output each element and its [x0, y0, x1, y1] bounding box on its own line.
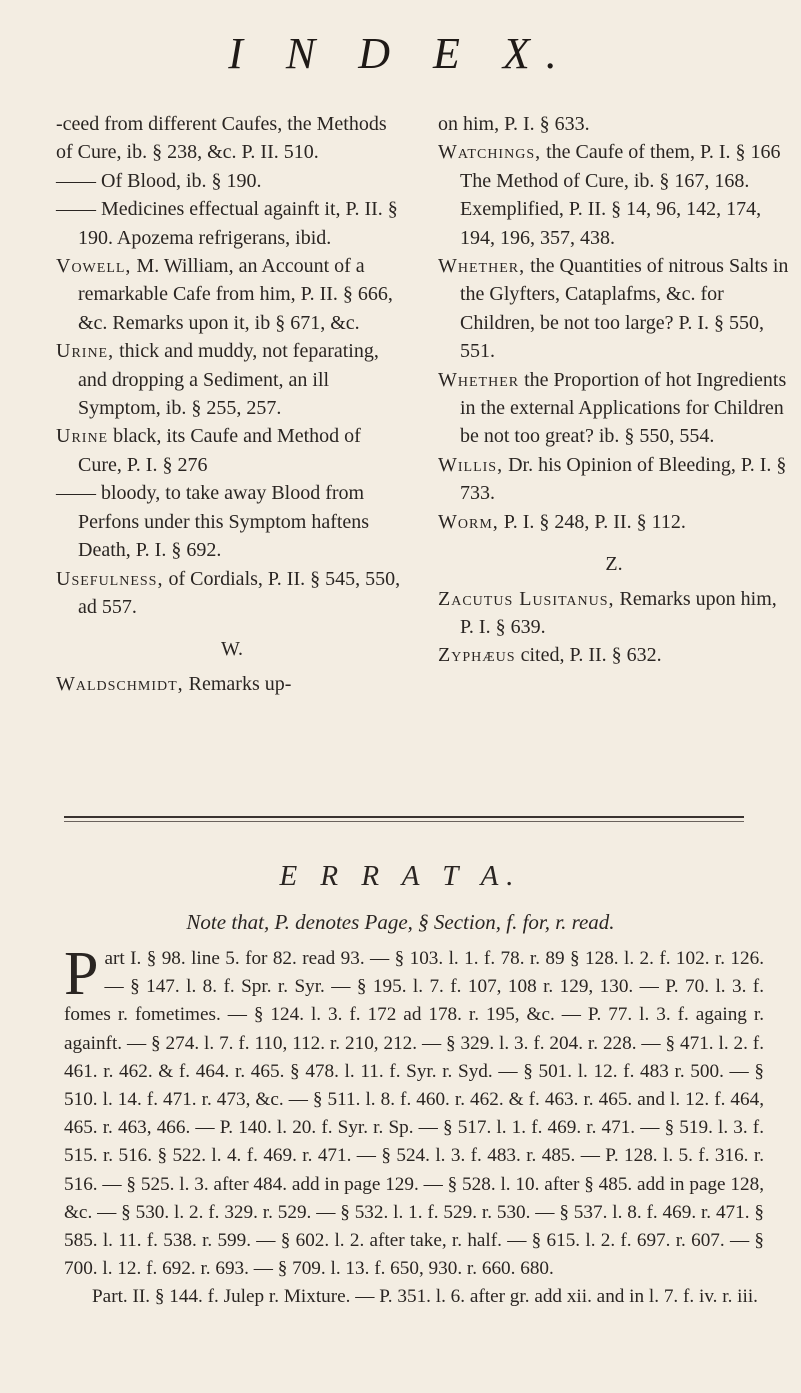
- index-entry-text: Remarks up-: [183, 672, 292, 695]
- index-entry: [438, 110, 790, 138]
- index-entry: [56, 337, 408, 422]
- index-entry-text: on him, P. I. § 633.: [438, 113, 590, 135]
- index-entry: [56, 479, 408, 564]
- index-entry-text: P. I. § 248, P. II. § 112.: [498, 510, 686, 533]
- index-entry-headword: Worm,: [438, 510, 499, 533]
- errata-title: E R R A T A.: [279, 860, 522, 892]
- index-entry-text: thick and muddy, not feparating, and dropping a Sediment, an ill Symptom, ib. § 255, 257.: [78, 340, 379, 420]
- index-entry-headword: Whether: [438, 368, 520, 391]
- divider-rule: [64, 816, 744, 818]
- divider-rule-thin: [64, 821, 744, 822]
- index-entry-text: black, its Caufe and Method of Cure, P. I. § 276: [78, 425, 361, 476]
- index-entry-headword: Willis,: [438, 453, 504, 476]
- errata-part-two: Part. II. § 144. f. Julep r. Mixture. — P. 351. l. 6. after gr. add xii. and in l. 7. f. iv. r. iii.: [92, 1286, 758, 1308]
- index-entry: [56, 195, 408, 252]
- errata-paragraph: [64, 940, 764, 1283]
- index-entry-text: —— Of Blood, ib. § 190.: [56, 169, 262, 192]
- index-entry-headword: Waldschmidt,: [56, 672, 184, 695]
- errata-body: [64, 940, 764, 1312]
- index-entry: [56, 422, 408, 479]
- index-entry: [56, 110, 408, 167]
- index-entry-headword: Whether,: [438, 255, 526, 278]
- index-entry: [438, 451, 790, 508]
- index-entry: [438, 366, 790, 451]
- index-entry: [438, 585, 790, 642]
- index-entry-text: cited, P. II. § 632.: [515, 644, 662, 667]
- page-header: I N D E X.: [228, 29, 573, 78]
- index-column-right: [438, 110, 790, 670]
- errata-text: art I. § 98. line 5. for 82. read 93. — § 103. l. 1. f. 78. r. 89 § 128. l. 2. f. 102. r. 126. — § 147. l. 8. f. Spr. r. Syr. — § 195. l. 7. f. 107, 108 r. 129, 130. — P. 70. l. 3. f. fomes r. fometimes. — § 124. l. 3. f. 172 ad 178. r. 195, &c. — P. 77. l. 3. f. againg r. againft. — § 274. l. 7. f. 110, 112. r. 210, 212. — § 329. l. 3. f. 204. r. 228. — § 471. l. 2. f. 461. r. 462. & f. 464. r. 465. § 478. l. 11. f. Syr. r. Syd. — § 501. l. 12. f. 483 r. 500. — § 510. l. 14. f. 471. r. 473, &c. — § 511. l. 8. f. 460. r. 462. & f. 463. r. 465. and l. 12. f. 464, 465. r. 463, 466. — P. 140. l. 20. f. Syr. r. Sp. — § 517. l. 1. f. 469. r. 471. — § 519. l. 3. f. 515. r. 516. § 522. l. 4. f. 469. r. 471. — § 524. l. 3. f. 483. r. 485. — P. 128. l. 5. f. 316. r. 516. — § 525. l. 3. after 484. add in page 129. — § 528. l. 10. after § 485. add in page 128, &c. — § 530. l. 2. f. 329. r. 529. — § 532. l. 1. f. 529. r. 530. — § 537. l. 8. f. 469. r. 471. § 585. l. 11. f. 538. r. 599. — § 602. l. 2. after take, r. half. — § 615. l. 2. f. 697. r. 607. — § 700. l. 12. f. 692. r. 693. — § 709. l. 13. f. 650, 930. r. 660. 680.: [64, 948, 764, 1280]
- index-entry-headword: Vowell,: [56, 255, 132, 278]
- index-entry-text: —— Medicines effectual againft it, P. II. § 190. Apozema refrigerans, ibid.: [56, 198, 398, 249]
- errata-note: Note that, P. denotes Page, § Section, f. for, r. read.: [186, 910, 615, 934]
- index-entry: [438, 641, 790, 669]
- index-entry: [56, 670, 408, 698]
- index-entry-text: of Cordials, P. II. § 545, 550, ad 557.: [78, 567, 401, 618]
- index-entry-headword: Urine,: [56, 340, 115, 363]
- index-entry-text: -ceed from different Caufes, the Methods of Cure, ib. § 238, &c. P. II. 510.: [56, 113, 387, 164]
- index-entry: [56, 252, 408, 337]
- index-letter-heading: Z.: [605, 553, 623, 576]
- index-entry: [438, 252, 790, 366]
- index-entry-headword: Watchings,: [438, 141, 542, 164]
- index-entry: [438, 508, 790, 536]
- index-entry-text: M. William, an Account of a remarkable Cafe from him, P. II. § 666, &c. Remarks upon it, ib § 671, &c.: [78, 255, 393, 334]
- index-entry-headword: Urine: [56, 425, 109, 448]
- index-entry: [56, 565, 408, 622]
- index-entry-headword: Usefulness,: [56, 567, 164, 590]
- index-entry: [438, 138, 790, 252]
- index-entry-headword: Zyphæus: [438, 644, 516, 667]
- index-letter-heading: W.: [220, 638, 244, 661]
- index-entry-text: Dr. his Opinion of Bleeding, P. I. § 733.: [460, 453, 787, 505]
- index-entry-text: the Quantities of nitrous Salts in the Glyfters, Cataplafms, &c. for Children, be not too large? P. I. § 550, 551.: [460, 255, 789, 363]
- drop-cap: P: [64, 940, 99, 1008]
- index-entry-text: the Proportion of hot Ingredients in the external Applications for Children be not too great? ib. § 550, 554.: [460, 368, 787, 448]
- index-column-left: [56, 110, 408, 698]
- index-entry-text: Remarks upon him, P. I. § 639.: [460, 587, 777, 638]
- index-entry-text: the Caufe of them, P. I. § 166 The Method of Cure, ib. § 167, 168. Exemplified, P. II. § 14, 96, 142, 174, 194, 196, 357, 438.: [460, 141, 781, 249]
- index-entry-text: —— bloody, to take away Blood from Perfons under this Symptom haftens Death, P. I. § 692.: [56, 482, 370, 562]
- index-entry: [56, 167, 408, 195]
- index-entry-headword: Zacutus Lusitanus,: [438, 587, 615, 610]
